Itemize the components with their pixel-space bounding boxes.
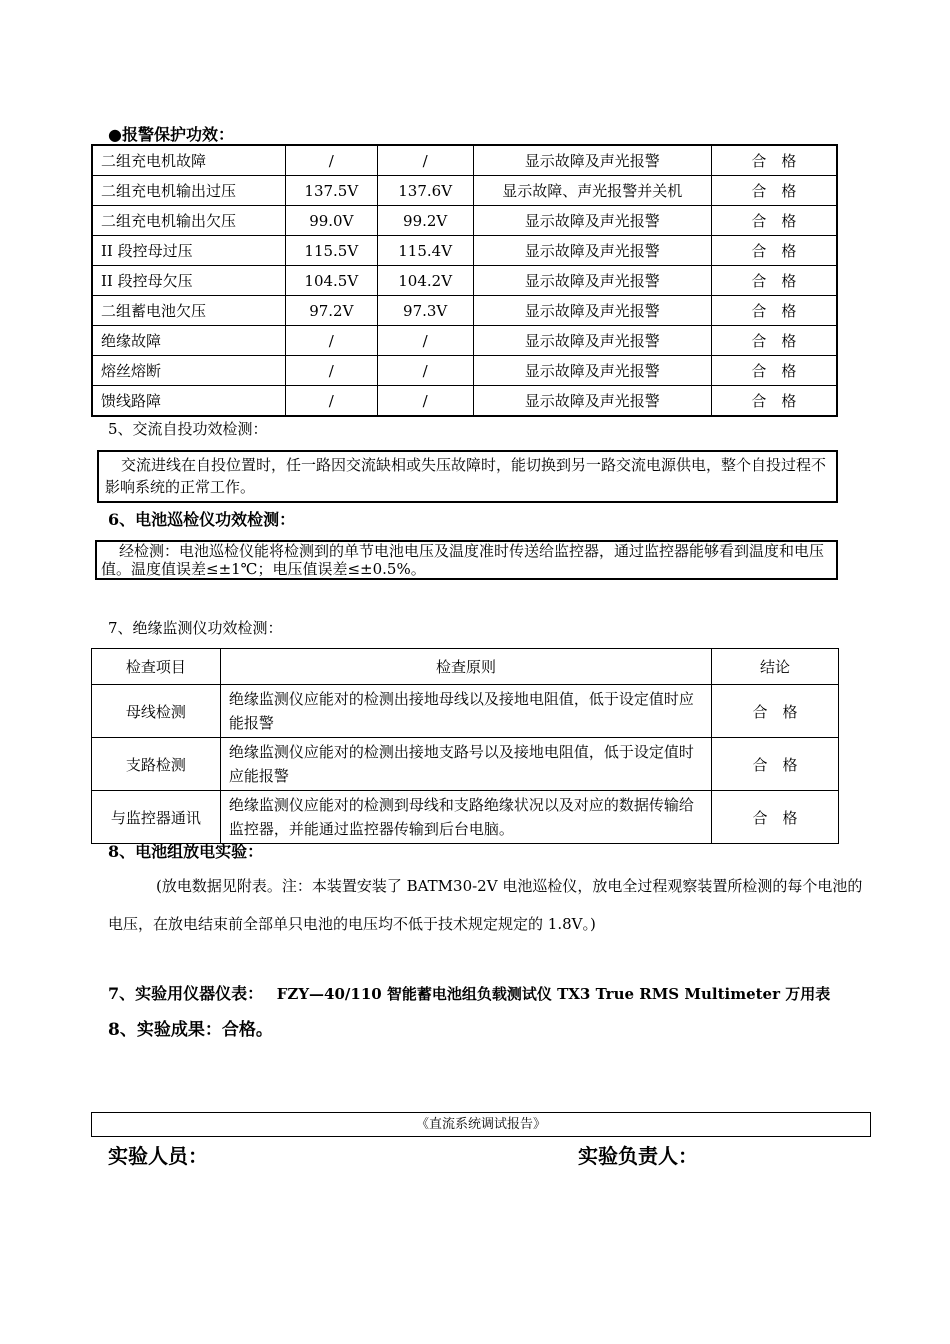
alarm-display: 显示故障及声光报警	[473, 296, 711, 326]
alarm-result: 合 格	[711, 326, 837, 356]
supervisor-label: 实验负责人：	[578, 1144, 698, 1168]
battery-inspector-heading: 6、电池巡检仪功效检测：	[108, 510, 296, 529]
alarm-value-2: /	[377, 356, 473, 386]
alarm-item: II 段控母欠压	[92, 266, 285, 296]
report-title: 《直流系统调试报告》	[91, 1112, 871, 1137]
alarm-result: 合 格	[711, 206, 837, 236]
insulation-header-principle: 检查原则	[220, 649, 711, 685]
insulation-principle: 绝缘监测仪应能对的检测出接地母线以及接地电阻值，低于设定值时应能报警	[220, 685, 711, 738]
alarm-item: 二组蓄电池欠压	[92, 296, 285, 326]
insulation-result: 合 格	[712, 738, 839, 791]
instruments-label: 7、实验用仪器仪表：	[108, 984, 264, 1003]
insulation-item: 支路检测	[92, 738, 221, 791]
alarm-value-1: /	[285, 326, 377, 356]
alarm-display: 显示故障及声光报警	[473, 236, 711, 266]
insulation-row	[92, 738, 839, 791]
alarm-value-1: 115.5V	[285, 236, 377, 266]
alarm-result: 合 格	[711, 356, 837, 386]
insulation-row	[92, 685, 839, 738]
insulation-header-result: 结论	[712, 649, 839, 685]
alarm-item: II 段控母过压	[92, 236, 285, 266]
alarm-display: 显示故障及声光报警	[473, 386, 711, 417]
alarm-row	[92, 266, 837, 296]
alarm-item: 馈线路障	[92, 386, 285, 417]
alarm-display: 显示故障及声光报警	[473, 145, 711, 176]
alarm-row	[92, 326, 837, 356]
alarm-table	[91, 144, 838, 417]
alarm-item: 二组充电机故障	[92, 145, 285, 176]
alarm-value-2: 97.3V	[377, 296, 473, 326]
alarm-row	[92, 386, 837, 417]
insulation-principle: 绝缘监测仪应能对的检测出接地支路号以及接地电阻值，低于设定值时应能报警	[220, 738, 711, 791]
alarm-value-2: 99.2V	[377, 206, 473, 236]
insulation-result: 合 格	[712, 791, 839, 844]
alarm-display: 显示故障及声光报警	[473, 326, 711, 356]
insulation-row	[92, 791, 839, 844]
alarm-item: 熔丝熔断	[92, 356, 285, 386]
alarm-row	[92, 145, 837, 176]
alarm-value-2: 137.6V	[377, 176, 473, 206]
tester-label: 实验人员：	[108, 1144, 208, 1168]
alarm-row	[92, 236, 837, 266]
alarm-result: 合 格	[711, 145, 837, 176]
battery-inspector-text: 经检测：电池巡检仪能将检测到的单节电池电压及温度准时传送给监控器，通过监控器能够看到温度和电压值。温度值误差≤±1℃；电压值误差≤±0.5%。	[95, 540, 838, 580]
ac-switch-heading: 5、交流自投功效检测：	[108, 420, 268, 438]
alarm-item: 二组充电机输出过压	[92, 176, 285, 206]
insulation-item: 母线检测	[92, 685, 221, 738]
alarm-value-2: /	[377, 326, 473, 356]
instruments-value: FZY—40/110 智能蓄电池组负载测试仪 TX3 True RMS Multimeter 万用表	[276, 985, 831, 1003]
conclusion: 8、实验成果：合格。	[108, 1020, 273, 1040]
alarm-display: 显示故障及声光报警	[473, 356, 711, 386]
discharge-heading: 8、电池组放电实验：	[108, 842, 264, 861]
alarm-result: 合 格	[711, 236, 837, 266]
alarm-value-1: /	[285, 145, 377, 176]
alarm-result: 合 格	[711, 266, 837, 296]
insulation-result: 合 格	[712, 685, 839, 738]
alarm-value-1: 137.5V	[285, 176, 377, 206]
alarm-value-2: 104.2V	[377, 266, 473, 296]
ac-switch-text: 交流进线在自投位置时，任一路因交流缺相或失压故障时，能切换到另一路交流电源供电，整个自投过程不影响系统的正常工作。	[97, 450, 838, 503]
alarm-result: 合 格	[711, 296, 837, 326]
alarm-result: 合 格	[711, 176, 837, 206]
alarm-value-1: 97.2V	[285, 296, 377, 326]
alarm-display: 显示故障及声光报警	[473, 206, 711, 236]
alarm-value-2: /	[377, 145, 473, 176]
alarm-value-1: /	[285, 356, 377, 386]
alarm-row	[92, 356, 837, 386]
alarm-value-1: 104.5V	[285, 266, 377, 296]
alarm-value-2: /	[377, 386, 473, 417]
alarm-result: 合 格	[711, 386, 837, 417]
alarm-value-1: 99.0V	[285, 206, 377, 236]
alarm-value-1: /	[285, 386, 377, 417]
insulation-principle: 绝缘监测仪应能对的检测到母线和支路绝缘状况以及对应的数据传输给监控器，并能通过监控器传输到后台电脑。	[220, 791, 711, 844]
insulation-table	[91, 648, 839, 844]
alarm-item: 绝缘故障	[92, 326, 285, 356]
alarm-row	[92, 296, 837, 326]
alarm-heading: ●报警保护功效：	[108, 125, 234, 144]
insulation-item: 与监控器通讯	[92, 791, 221, 844]
insulation-heading: 7、绝缘监测仪功效检测：	[108, 619, 283, 637]
alarm-display: 显示故障及声光报警	[473, 266, 711, 296]
alarm-row	[92, 206, 837, 236]
insulation-header-item: 检查项目	[92, 649, 221, 685]
alarm-item: 二组充电机输出欠压	[92, 206, 285, 236]
alarm-value-2: 115.4V	[377, 236, 473, 266]
alarm-row	[92, 176, 837, 206]
discharge-text: (放电数据见附表。注：本装置安装了 BATM30-2V 电池巡检仪，放电全过程观察装置所检测的每个电池的电压，在放电结束前全部单只电池的电压均不低于技术规定规定的 1.8V。)	[108, 877, 863, 933]
alarm-display: 显示故障、声光报警并关机	[473, 176, 711, 206]
